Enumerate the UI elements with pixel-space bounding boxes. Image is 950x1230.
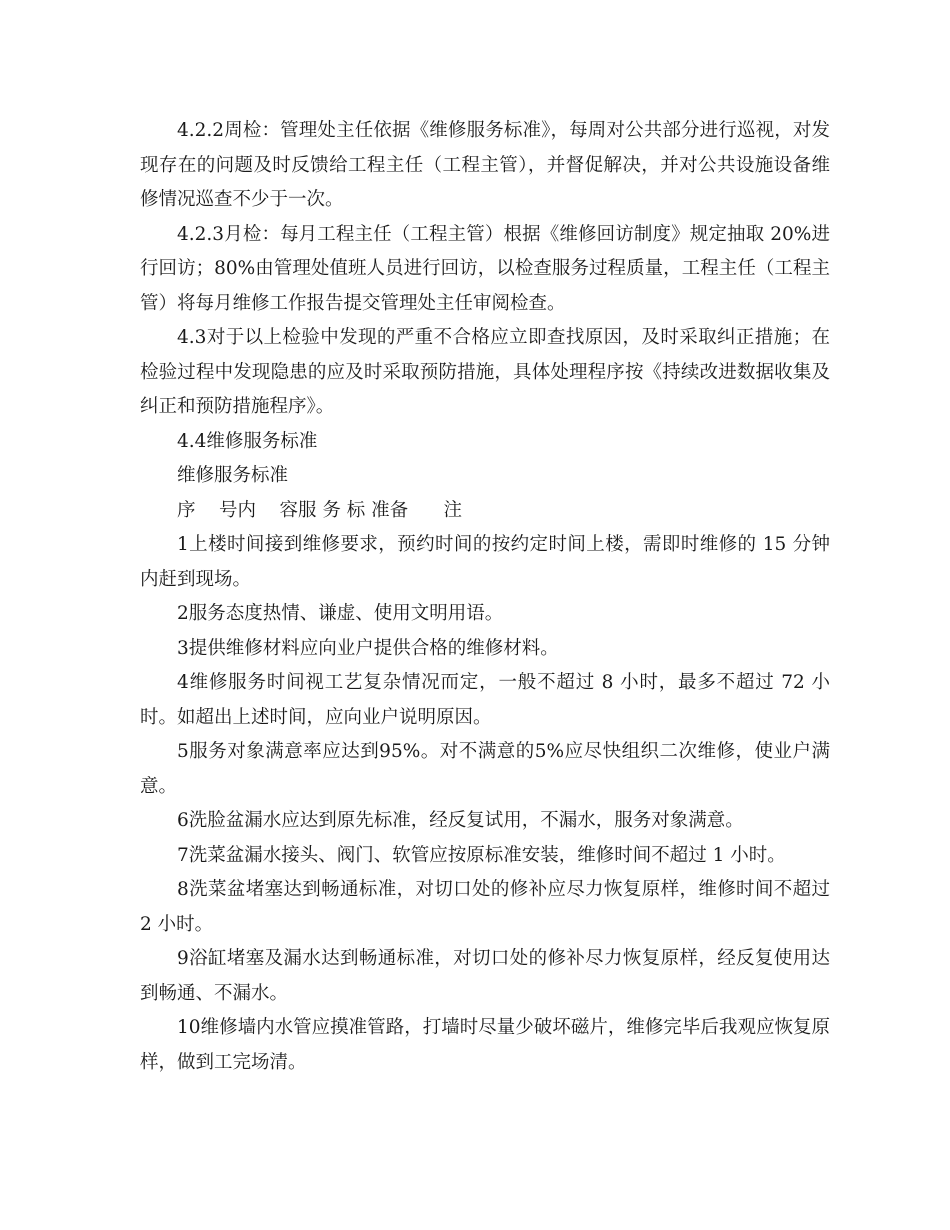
standard-item-6: 6洗脸盆漏水应达到原先标准，经反复试用，不漏水，服务对象满意。 [177, 810, 744, 831]
paragraph-corrective-action: 4.3对于以上检验中发现的严重不合格应立即查找原因，及时采取纠正措施；在检验过程中发现隐患的应及时采取预防措施，具体处理程序按《持续改进数据收集及纠正和预防措施程序》。 [140, 327, 830, 417]
standard-item-5: 5服务对象满意率应达到95%。对不满意的5%应尽快组织二次维修，使业户满意。 [140, 741, 830, 797]
standard-item-2: 2服务态度热情、谦虚、使用文明用语。 [177, 603, 504, 624]
standard-item-1: 1上楼时间接到维修要求，预约时间的按约定时间上楼，需即时维修的 15 分钟内赶到现场。 [140, 534, 830, 590]
standard-item-9: 9浴缸堵塞及漏水达到畅通标准，对切口处的修补尽力恢复原样，经反复使用达到畅通、不漏水。 [140, 948, 830, 1004]
standard-item-4: 4维修服务时间视工艺复杂情况而定，一般不超过 8 小时，最多不超过 72 小时。如超出上述时间，应向业户说明原因。 [140, 672, 830, 728]
standard-item-3: 3提供维修材料应向业户提供合格的维修材料。 [177, 637, 559, 659]
paragraph-monthly-check: 4.2.3月检：每月工程主任（工程主管）根据《维修回访制度》规定抽取 20%进行回访；80%由管理处值班人员进行回访，以检查服务过程质量，工程主任（工程主管）将每月维修工作报告提交管理处主任审阅检查。 [140, 223, 830, 314]
document-body [140, 114, 836, 1080]
section-heading: 4.4维修服务标准 [177, 430, 318, 452]
standard-item-8: 8洗菜盆堵塞达到畅通标准，对切口处的修补应尽力恢复原样，维修时间不超过 2 小时。 [140, 879, 836, 935]
standard-item-7: 7洗菜盆漏水接头、阀门、软管应按原标准安装，维修时间不超过 1 小时。 [177, 844, 786, 866]
table-title: 维修服务标准 [177, 465, 289, 486]
table-header-row: 序 号内 容服 务 标 准备 注 [177, 499, 462, 521]
standard-item-10: 10维修墙内水管应摸准管路，打墙时尽量少破坏磁片，维修完毕后我观应恢复原样，做到工完场清。 [140, 1017, 830, 1073]
paragraph-weekly-check: 4.2.2周检：管理处主任依据《维修服务标准》，每周对公共部分进行巡视，对发现存在的问题及时反馈给工程主任（工程主管），并督促解决，并对公共设施设备维修情况巡查不少于一次。 [140, 120, 830, 210]
